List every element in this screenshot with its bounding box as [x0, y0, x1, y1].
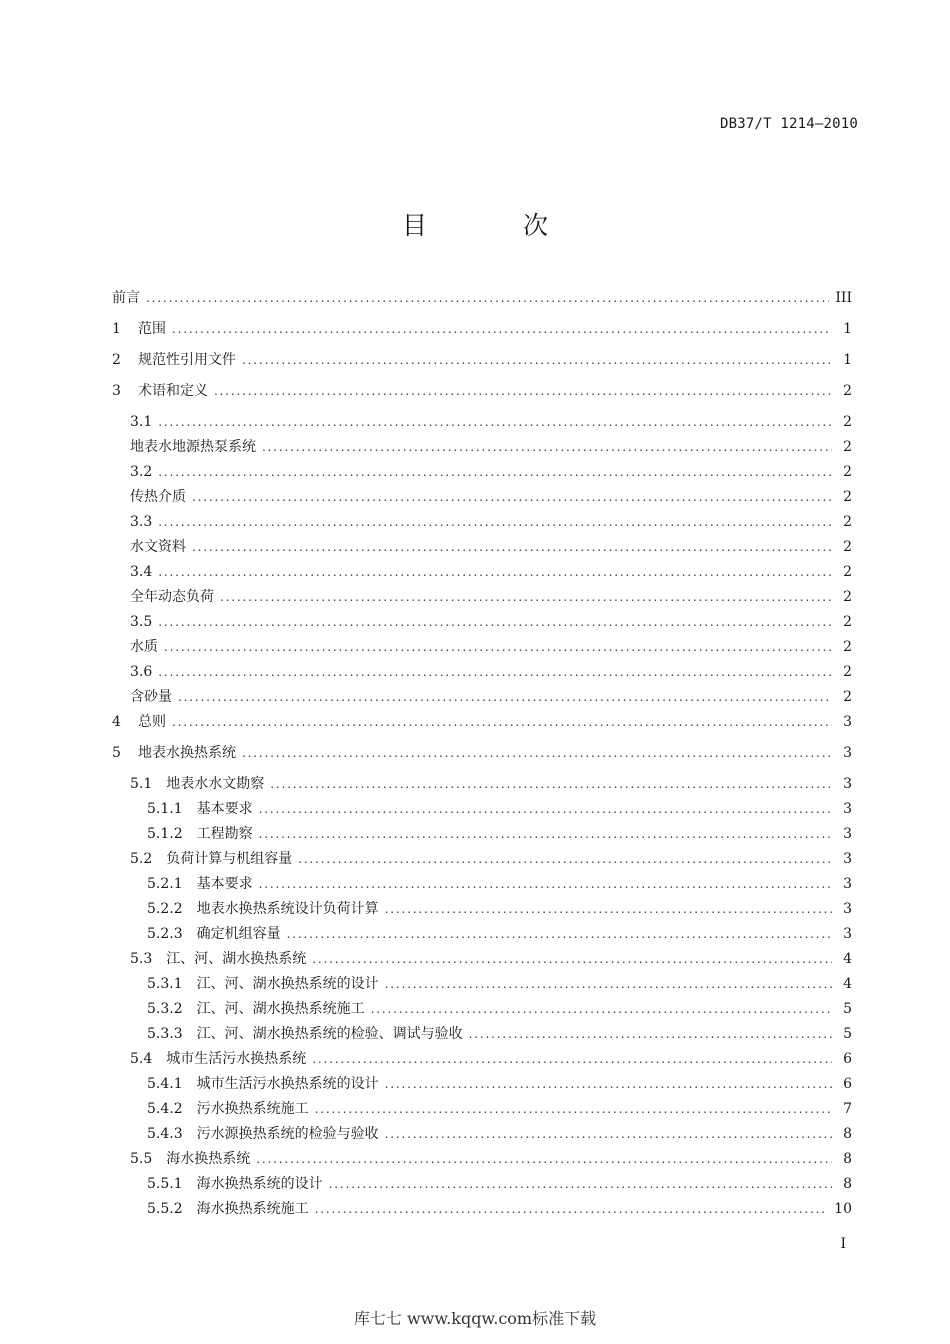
toc-entry-number: 5.1.2: [147, 826, 183, 842]
toc-dot-leader: [385, 1122, 832, 1147]
toc-dot-leader: [178, 685, 832, 710]
toc-dot-leader: [146, 286, 829, 311]
toc-entry[interactable]: [112, 1172, 852, 1197]
toc-entry-page: 3: [843, 776, 852, 792]
toc-entry-number: 5.3.2: [147, 1001, 183, 1017]
toc-dot-leader: [312, 1047, 832, 1072]
toc-entry-title: 江、河、湖水换热系统的设计: [196, 976, 379, 992]
toc-entry-page: 3: [843, 926, 852, 942]
toc-entry-number: 5.4.1: [147, 1076, 183, 1092]
toc-entry[interactable]: [112, 1147, 852, 1172]
toc-entry[interactable]: [112, 610, 852, 635]
toc-entry-page: 3: [843, 851, 852, 867]
toc-entry-title: 江、河、湖水换热系统的检验、调试与验收: [196, 1026, 463, 1042]
toc-dot-leader: [158, 660, 832, 685]
toc-entry-page: 6: [843, 1076, 852, 1092]
toc-entry-page: 2: [843, 439, 852, 455]
toc-entry-page: 3: [843, 801, 852, 817]
toc-entry-page: 3: [843, 826, 852, 842]
toc-entry-title: 确定机组容量: [196, 926, 281, 942]
toc-dot-leader: [242, 348, 832, 373]
toc-dot-leader: [270, 772, 832, 797]
toc-dot-leader: [287, 922, 832, 947]
toc-entry-title: 基本要求: [196, 876, 253, 892]
toc-entry-page: 8: [843, 1151, 852, 1167]
table-of-contents: [112, 286, 852, 1222]
toc-entry-title: 污水换热系统施工: [196, 1101, 309, 1117]
toc-entry-number: 5.5.2: [147, 1201, 183, 1217]
toc-entry-page: 2: [843, 489, 852, 505]
toc-entry-title: 范围: [138, 321, 166, 337]
toc-entry-page: 3: [843, 876, 852, 892]
toc-dot-leader: [158, 510, 832, 535]
toc-entry-page: III: [835, 290, 852, 306]
toc-entry-number: 5.4: [130, 1051, 153, 1067]
toc-entry[interactable]: [112, 897, 852, 922]
toc-entry-number: 5.2.2: [147, 901, 183, 917]
toc-entry-number: 2: [112, 352, 121, 368]
toc-dot-leader: [469, 1022, 832, 1047]
toc-entry-page: 1: [843, 352, 852, 368]
toc-dot-leader: [385, 897, 832, 922]
toc-entry[interactable]: [112, 1022, 852, 1047]
toc-dot-leader: [315, 1197, 829, 1222]
toc-entry-page: 4: [843, 951, 852, 967]
toc-entry-title: 规范性引用文件: [138, 352, 236, 368]
toc-entry-title: 海水换热系统施工: [196, 1201, 309, 1217]
toc-entry-title: 3.1: [130, 414, 153, 430]
toc-entry[interactable]: [112, 772, 852, 797]
toc-title: 目 次: [402, 211, 592, 240]
toc-entry-page: 2: [843, 539, 852, 555]
toc-entry-title: 地表水换热系统: [138, 745, 236, 761]
toc-dot-leader: [259, 797, 832, 822]
toc-entry-page: 7: [843, 1101, 852, 1117]
toc-dot-leader: [158, 610, 832, 635]
toc-dot-leader: [262, 435, 832, 460]
toc-entry[interactable]: [112, 972, 852, 997]
toc-entry[interactable]: [112, 872, 852, 897]
toc-entry-title: 3.2: [130, 464, 153, 480]
toc-entry-number: 5.3.1: [147, 976, 183, 992]
toc-entry-page: 2: [843, 689, 852, 705]
toc-entry-page: 2: [843, 383, 852, 399]
footer-watermark: 库七七 www.kqqw.com标准下载: [353, 1309, 597, 1328]
toc-entry-page: 8: [843, 1176, 852, 1192]
toc-dot-leader: [259, 872, 832, 897]
toc-entry[interactable]: [112, 741, 852, 772]
toc-entry-page: 2: [843, 614, 852, 630]
toc-entry[interactable]: [112, 460, 852, 485]
toc-entry-page: 10: [834, 1201, 852, 1217]
toc-entry-title: 江、河、湖水换热系统: [166, 951, 307, 967]
toc-entry-page: 1: [843, 321, 852, 337]
toc-entry-title: 负荷计算与机组容量: [166, 851, 293, 867]
toc-entry[interactable]: [112, 1197, 852, 1222]
toc-entry-title: 总则: [138, 714, 166, 730]
toc-entry[interactable]: [112, 379, 852, 410]
toc-entry-page: 2: [843, 639, 852, 655]
toc-entry-title: 城市生活污水换热系统的设计: [196, 1076, 379, 1092]
toc-entry-title: 工程勘察: [196, 826, 253, 842]
toc-entry[interactable]: [112, 286, 852, 317]
toc-entry[interactable]: [112, 1097, 852, 1122]
toc-entry-number: 1: [112, 321, 121, 337]
toc-entry-title: 全年动态负荷: [130, 589, 214, 605]
toc-dot-leader: [164, 635, 832, 660]
toc-entry-number: 5.1.1: [147, 801, 183, 817]
toc-entry-page: 2: [843, 564, 852, 580]
toc-entry-page: 2: [843, 514, 852, 530]
toc-entry-number: 5.2.1: [147, 876, 183, 892]
toc-entry[interactable]: [112, 317, 852, 348]
toc-entry[interactable]: [112, 1072, 852, 1097]
toc-entry-page: 5: [843, 1026, 852, 1042]
toc-entry[interactable]: [112, 585, 852, 610]
document-code: DB37/T 1214—2010: [719, 116, 858, 132]
toc-entry[interactable]: [112, 710, 852, 741]
toc-entry-title: 海水换热系统的设计: [196, 1176, 323, 1192]
toc-entry-title: 海水换热系统: [166, 1151, 251, 1167]
toc-entry-page: 3: [843, 745, 852, 761]
toc-entry-page: 6: [843, 1051, 852, 1067]
toc-entry-title: 前言: [112, 290, 140, 306]
toc-entry-number: 5.2.3: [147, 926, 183, 942]
toc-entry-title: 水文资料: [130, 539, 186, 555]
toc-entry-number: 5.5.1: [147, 1176, 183, 1192]
toc-entry-title: 传热介质: [130, 489, 186, 505]
toc-dot-leader: [329, 1172, 832, 1197]
toc-dot-leader: [158, 560, 832, 585]
toc-dot-leader: [192, 535, 832, 560]
toc-entry-title: 含砂量: [130, 689, 172, 705]
toc-entry-title: 江、河、湖水换热系统施工: [196, 1001, 365, 1017]
toc-dot-leader: [256, 1147, 832, 1172]
toc-entry-title: 3.5: [130, 614, 153, 630]
toc-dot-leader: [192, 485, 832, 510]
toc-entry-page: 2: [843, 589, 852, 605]
toc-entry-title: 地表水换热系统设计负荷计算: [196, 901, 379, 917]
toc-entry[interactable]: [112, 1047, 852, 1072]
toc-entry-title: 3.6: [130, 664, 153, 680]
toc-entry-page: 2: [843, 414, 852, 430]
toc-entry[interactable]: [112, 410, 852, 435]
toc-entry-number: 5.2: [130, 851, 153, 867]
toc-entry[interactable]: [112, 560, 852, 585]
toc-entry[interactable]: [112, 822, 852, 847]
toc-entry-number: 5.4.2: [147, 1101, 183, 1117]
toc-entry-number: 5.4.3: [147, 1126, 183, 1142]
toc-entry[interactable]: [112, 847, 852, 872]
toc-entry[interactable]: [112, 535, 852, 560]
toc-entry-page: 5: [843, 1001, 852, 1017]
toc-entry[interactable]: [112, 435, 852, 460]
toc-entry-page: 2: [843, 664, 852, 680]
toc-entry-number: 5: [112, 745, 121, 761]
toc-entry[interactable]: [112, 635, 852, 660]
toc-entry[interactable]: [112, 348, 852, 379]
toc-entry-number: 4: [112, 714, 121, 730]
toc-entry-title: 术语和定义: [138, 383, 208, 399]
toc-dot-leader: [172, 317, 832, 342]
toc-entry[interactable]: [112, 797, 852, 822]
toc-entry[interactable]: [112, 947, 852, 972]
toc-entry[interactable]: [112, 660, 852, 685]
toc-entry-title: 污水源换热系统的检验与验收: [196, 1126, 379, 1142]
toc-entry-number: 5.1: [130, 776, 153, 792]
toc-dot-leader: [315, 1097, 832, 1122]
toc-dot-leader: [242, 741, 832, 766]
toc-entry-number: 5.3.3: [147, 1026, 183, 1042]
toc-entry-page: 2: [843, 464, 852, 480]
toc-entry-number: 5.3: [130, 951, 153, 967]
toc-dot-leader: [371, 997, 832, 1022]
toc-dot-leader: [312, 947, 832, 972]
toc-entry-title: 3.4: [130, 564, 153, 580]
toc-entry-page: 8: [843, 1126, 852, 1142]
toc-entry-title: 地表水地源热泵系统: [130, 439, 256, 455]
toc-dot-leader: [214, 379, 832, 404]
toc-entry-title: 城市生活污水换热系统: [166, 1051, 307, 1067]
toc-entry-title: 地表水水文勘察: [166, 776, 265, 792]
toc-entry-number: 5.5: [130, 1151, 153, 1167]
toc-dot-leader: [220, 585, 832, 610]
toc-entry-title: 基本要求: [196, 801, 253, 817]
toc-dot-leader: [298, 847, 832, 872]
toc-entry-title: 3.3: [130, 514, 153, 530]
toc-entry[interactable]: [112, 685, 852, 710]
toc-dot-leader: [172, 710, 832, 735]
toc-entry-number: 3: [112, 383, 121, 399]
toc-dot-leader: [385, 1072, 832, 1097]
toc-entry[interactable]: [112, 485, 852, 510]
toc-entry-title: 水质: [130, 639, 158, 655]
toc-entry[interactable]: [112, 997, 852, 1022]
toc-dot-leader: [158, 460, 832, 485]
toc-entry[interactable]: [112, 510, 852, 535]
toc-entry-page: 3: [843, 714, 852, 730]
toc-entry[interactable]: [112, 922, 852, 947]
toc-dot-leader: [385, 972, 832, 997]
page-number: I: [840, 1236, 846, 1252]
toc-entry[interactable]: [112, 1122, 852, 1147]
toc-dot-leader: [259, 822, 832, 847]
toc-entry-page: 4: [843, 976, 852, 992]
toc-entry-page: 3: [843, 901, 852, 917]
toc-dot-leader: [158, 410, 832, 435]
